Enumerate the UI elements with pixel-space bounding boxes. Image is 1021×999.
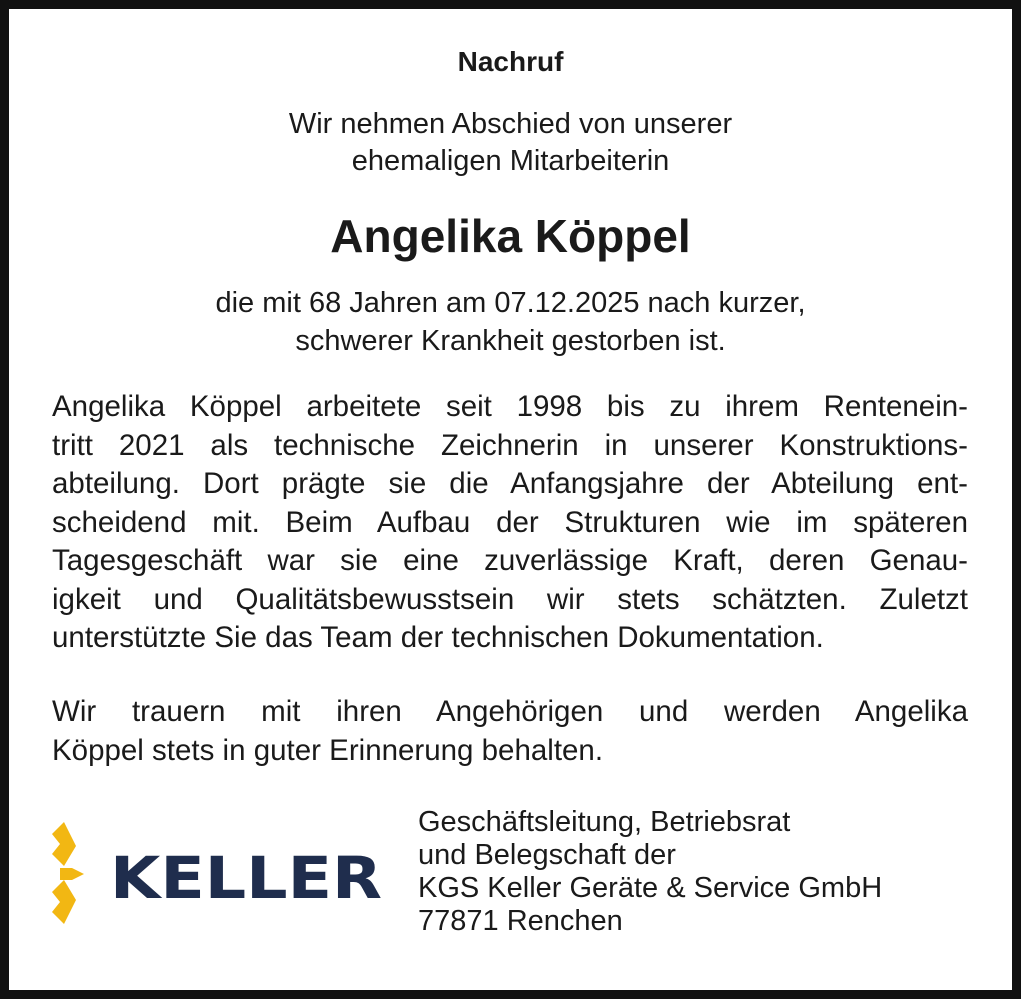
logo-chevron-top bbox=[52, 822, 76, 866]
logo-wordmark: KELLER bbox=[110, 844, 382, 912]
logo-chevron-bottom bbox=[52, 880, 76, 924]
biography-line: tritt 2021 als technische Zeichnerin in unserer Konstruktions- bbox=[52, 428, 968, 462]
biography-line: abteilung. Dort prägte sie die Anfangsjahre der Abteilung ent- bbox=[52, 467, 968, 500]
death-notice-line: die mit 68 Jahren am 07.12.2025 nach kurzer, bbox=[215, 287, 806, 319]
intro-line: Wir nehmen Abschied von unserer bbox=[288, 108, 733, 140]
biography-line: igkeit und Qualitätsbewusstsein wir stets schätzten. Zuletzt bbox=[52, 582, 968, 616]
signature-block bbox=[418, 806, 882, 938]
signature-line: Geschäftsleitung, Betriebsrat bbox=[418, 806, 791, 838]
closing-line: Köppel stets in guter Erinnerung behalten. bbox=[52, 733, 604, 767]
biography-line: Tagesgeschäft war sie eine zuverlässige Kraft, deren Genau- bbox=[52, 544, 968, 577]
signature-line: 77871 Renchen bbox=[418, 905, 623, 937]
keller-chevron-logo-icon bbox=[52, 822, 392, 924]
death-notice-text bbox=[0, 284, 1021, 360]
signature-line: und Belegschaft der bbox=[418, 839, 676, 871]
intro-text bbox=[0, 106, 1021, 180]
biography-paragraph bbox=[52, 388, 968, 658]
death-notice-line: schwerer Krankheit gestorben ist. bbox=[295, 325, 726, 357]
deceased-name: Angelika Köppel bbox=[330, 210, 691, 262]
closing-line: Wir trauern mit ihren Angehörigen und werden Angelika bbox=[52, 695, 968, 728]
intro-line: ehemaligen Mitarbeiterin bbox=[351, 145, 670, 177]
biography-line: unterstützte Sie das Team der technischen Dokumentation. bbox=[52, 621, 824, 654]
logo-chevron-middle bbox=[60, 868, 84, 880]
biography-line: Angelika Köppel arbeitete seit 1998 bis zu ihrem Rentenein- bbox=[52, 390, 968, 423]
closing-paragraph bbox=[52, 693, 968, 770]
biography-line: scheidend mit. Beim Aufbau der Strukturen wie im späteren bbox=[52, 505, 968, 539]
obituary-heading: Nachruf bbox=[457, 46, 564, 77]
keller-logo bbox=[52, 822, 392, 924]
signature-line: KGS Keller Geräte & Service GmbH bbox=[418, 872, 883, 904]
